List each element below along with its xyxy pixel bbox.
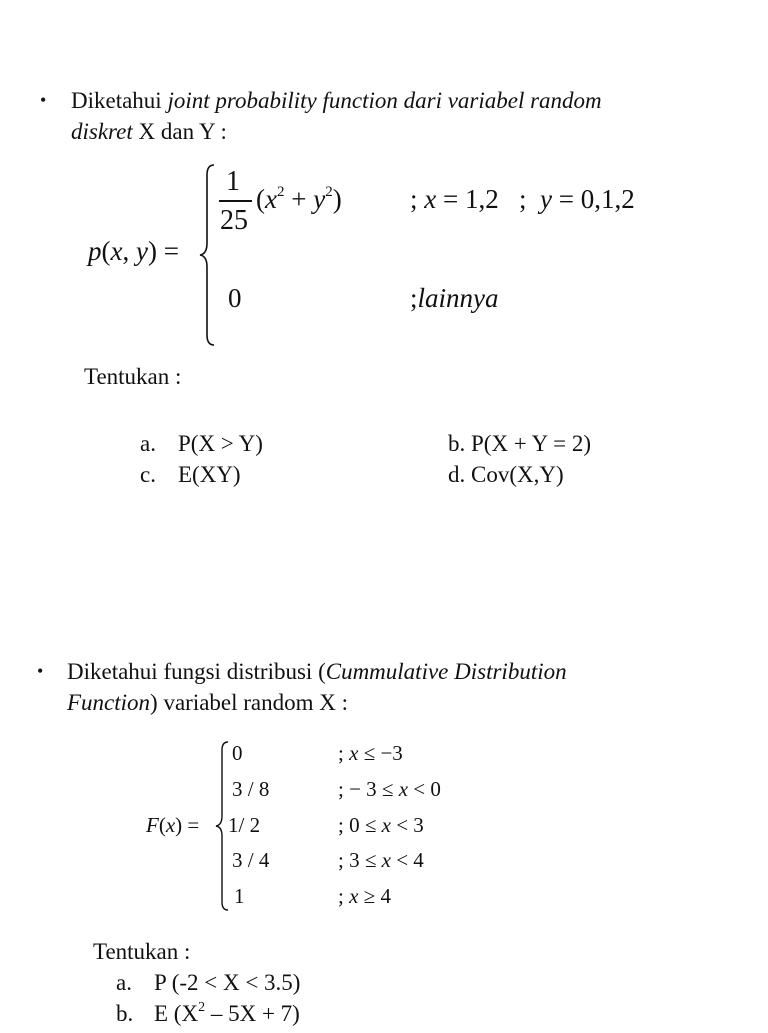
intro-italic: Function: [67, 690, 151, 715]
question-c-label: c.: [140, 462, 156, 487]
cdf-row-4-value: 3 / 4: [232, 848, 270, 872]
question-2b-label: b.: [116, 1001, 134, 1026]
question-2a: P (-2 < X < 3.5): [154, 970, 301, 995]
problem-2-intro-line-2: [67, 687, 348, 718]
intro-text: X dan Y :: [132, 119, 227, 144]
fraction-numerator: 1: [226, 166, 240, 197]
fraction-bar: [219, 200, 252, 202]
cdf-row-1-cond: ; x ≤ −3: [338, 741, 403, 765]
bullet-2: •: [37, 661, 44, 681]
intro-italic: joint probability function dari variabel random: [167, 88, 602, 113]
cdf-lhs: F(x) =: [146, 813, 200, 837]
cdf-row-3-cond: ; 0 ≤ x < 3: [338, 813, 424, 837]
cdf-row-2-cond: ; − 3 ≤ x < 0: [338, 777, 441, 801]
question-a-label: a.: [140, 431, 156, 456]
cdf-row-5-value: 1: [234, 884, 245, 908]
bullet-1: •: [40, 90, 47, 110]
question-d: d. Cov(X,Y): [448, 462, 564, 487]
intro-text: Diketahui: [71, 88, 168, 113]
question-2a-label: a.: [116, 970, 132, 995]
formula-condition-2: ;lainnya: [410, 283, 499, 313]
formula-condition-1: ; x = 1,2 ; y = 0,1,2: [410, 184, 635, 214]
question-a: P(X > Y): [178, 431, 263, 456]
fraction-denominator: 25: [220, 205, 248, 236]
cdf-row-4-cond: ; 3 ≤ x < 4: [338, 848, 424, 872]
problem-1-intro-line-2: [71, 116, 227, 147]
formula-expression: $(x^2 + y^2)$: [256, 184, 342, 214]
question-2b: E $(X^2 - 5X + 7)$: [154, 1000, 300, 1026]
formula-case-2-value: 0: [228, 283, 242, 313]
intro-text: Diketahui fungsi distribusi (: [67, 659, 326, 684]
problem-1-intro-line-1: [71, 85, 602, 116]
intro-text: ) variabel random X :: [150, 690, 349, 715]
formula-lhs: p(x, y) =: [88, 236, 179, 266]
cdf-row-5-cond: ; x ≥ 4: [338, 884, 391, 908]
question-c: E(XY): [178, 462, 241, 487]
intro-italic: Cummulative Distribution: [325, 659, 567, 684]
intro-italic: diskret: [71, 119, 133, 144]
cdf-row-3-value: 1/ 2: [228, 813, 261, 837]
tentukan-label-1: Tentukan :: [84, 364, 182, 389]
question-b: b. P(X + Y = 2): [448, 431, 592, 456]
left-brace: [199, 163, 219, 347]
cdf-row-1-value: 0: [232, 741, 243, 765]
problem-2-intro-line-1: [67, 656, 567, 687]
cdf-row-2-value: 3 / 8: [232, 777, 270, 801]
tentukan-label-2: Tentukan :: [93, 939, 191, 964]
